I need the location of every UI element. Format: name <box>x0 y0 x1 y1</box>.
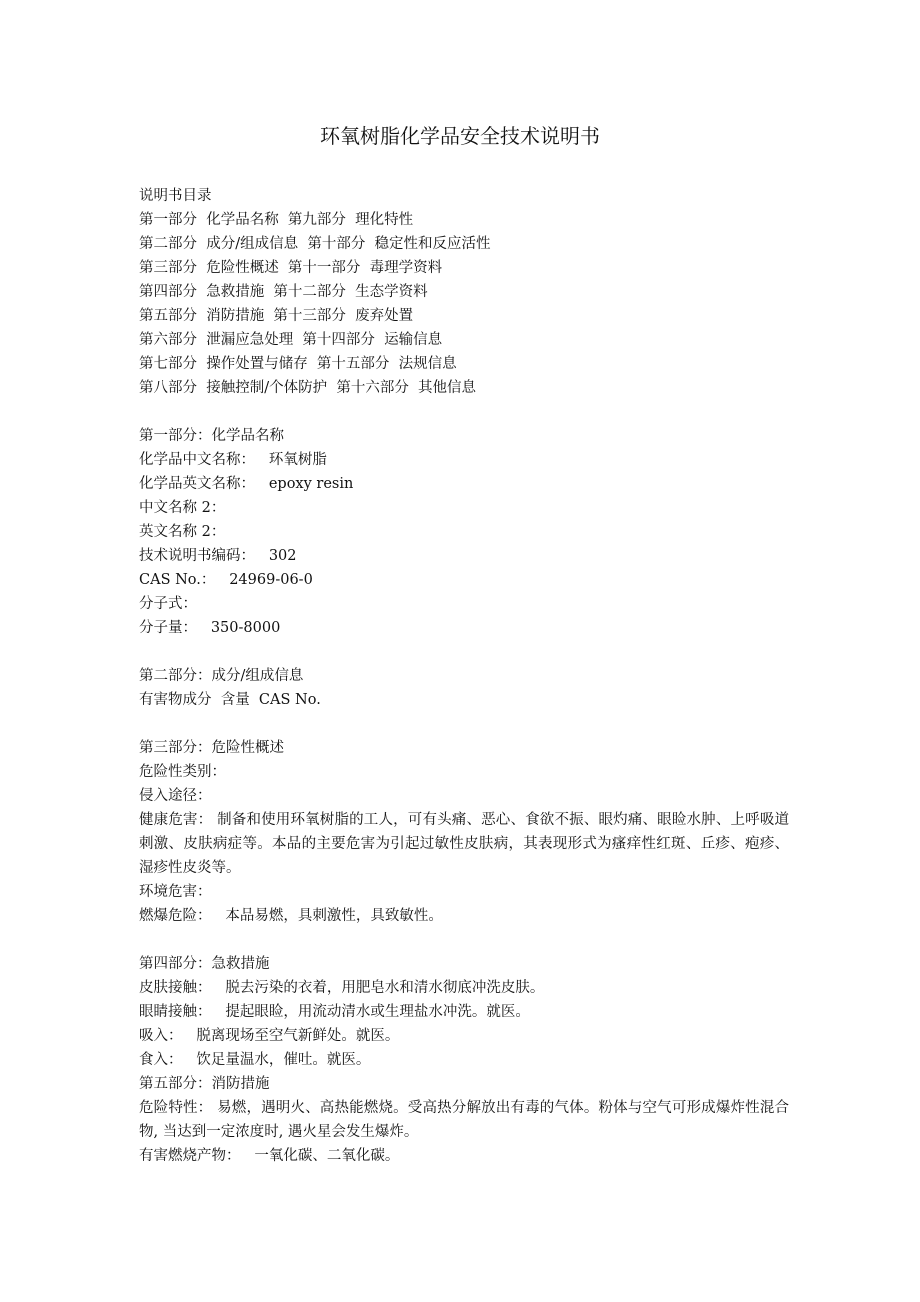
exposure-route-field: 侵入途径： <box>139 788 212 804</box>
toc-item: 第七部分 操作处置与储存 第十五部分 法规信息 <box>139 356 457 372</box>
chinese-name-2-field: 中文名称 2： <box>139 500 226 516</box>
molecular-formula-field: 分子式： <box>139 596 197 612</box>
toc-item: 第五部分 消防措施 第十三部分 废弃处置 <box>139 308 414 324</box>
spacer <box>139 928 789 952</box>
english-name-field: 化学品英文名称： epoxy resin <box>139 476 354 492</box>
toc-item: 第六部分 泄漏应急处理 第十四部分 运输信息 <box>139 332 443 348</box>
health-hazard-paragraph: 健康危害： 制备和使用环氧树脂的工人，可有头痛、恶心、食欲不振、眼灼痛、眼睑水肿、上呼吸道刺激、皮肤病症等。本品的主要危害为引起过敏性皮肤病，其表现形式为瘙痒性红斑、丘疹、疱疹、湿疹性皮炎等。 <box>139 812 789 876</box>
skin-contact-field: 皮肤接触： 脱去污染的衣着，用肥皂水和清水彻底冲洗皮肤。 <box>139 980 545 996</box>
toc-item: 第一部分 化学品名称 第九部分 理化特性 <box>139 212 414 228</box>
document-title: 环氧树脂化学品安全技术说明书 <box>320 124 600 148</box>
part4-heading: 第四部分：急救措施 <box>139 956 270 972</box>
spacer <box>139 640 789 664</box>
spec-code-field: 技术说明书编码： 302 <box>139 548 297 564</box>
part2-heading: 第二部分：成分/组成信息 <box>139 668 304 684</box>
ingestion-field: 食入： 饮足量温水，催吐。就医。 <box>139 1052 371 1068</box>
combustion-products-field: 有害燃烧产物： 一氧化碳、二氧化碳。 <box>139 1148 400 1164</box>
toc-item: 第四部分 急救措施 第十二部分 生态学资料 <box>139 284 428 300</box>
part3-heading: 第三部分：危险性概述 <box>139 740 284 756</box>
cas-number-field: CAS No.： 24969-06-0 <box>139 572 313 588</box>
spacer <box>139 712 789 736</box>
inhalation-field: 吸入： 脱离现场至空气新鲜处。就医。 <box>139 1028 400 1044</box>
molecular-weight-field: 分子量： 350-8000 <box>139 620 281 636</box>
hazard-class-field: 危险性类别： <box>139 764 226 780</box>
eye-contact-field: 眼睛接触： 提起眼睑，用流动清水或生理盐水冲洗。就医。 <box>139 1004 530 1020</box>
toc-item: 第八部分 接触控制/个体防护 第十六部分 其他信息 <box>139 380 477 396</box>
toc-item: 第三部分 危险性概述 第十一部分 毒理学资料 <box>139 260 443 276</box>
part1-heading: 第一部分：化学品名称 <box>139 428 284 444</box>
chinese-name-field: 化学品中文名称： 环氧树脂 <box>139 452 327 468</box>
composition-header: 有害物成分 含量 CAS No. <box>139 692 321 708</box>
fire-explosion-hazard-field: 燃爆危险： 本品易燃，具刺激性，具致敏性。 <box>139 908 443 924</box>
spacer <box>139 400 789 424</box>
document-body <box>139 184 789 1168</box>
toc-item: 第二部分 成分/组成信息 第十部分 稳定性和反应活性 <box>139 236 491 252</box>
english-name-2-field: 英文名称 2： <box>139 524 226 540</box>
hazard-properties-paragraph: 危险特性： 易燃，遇明火、高热能燃烧。受高热分解放出有毒的气体。粉体与空气可形成爆炸性混合物, 当达到一定浓度时, 遇火星会发生爆炸。 <box>139 1100 789 1140</box>
environment-hazard-field: 环境危害： <box>139 884 212 900</box>
part5-heading: 第五部分：消防措施 <box>139 1076 270 1092</box>
toc-heading: 说明书目录 <box>139 188 212 204</box>
